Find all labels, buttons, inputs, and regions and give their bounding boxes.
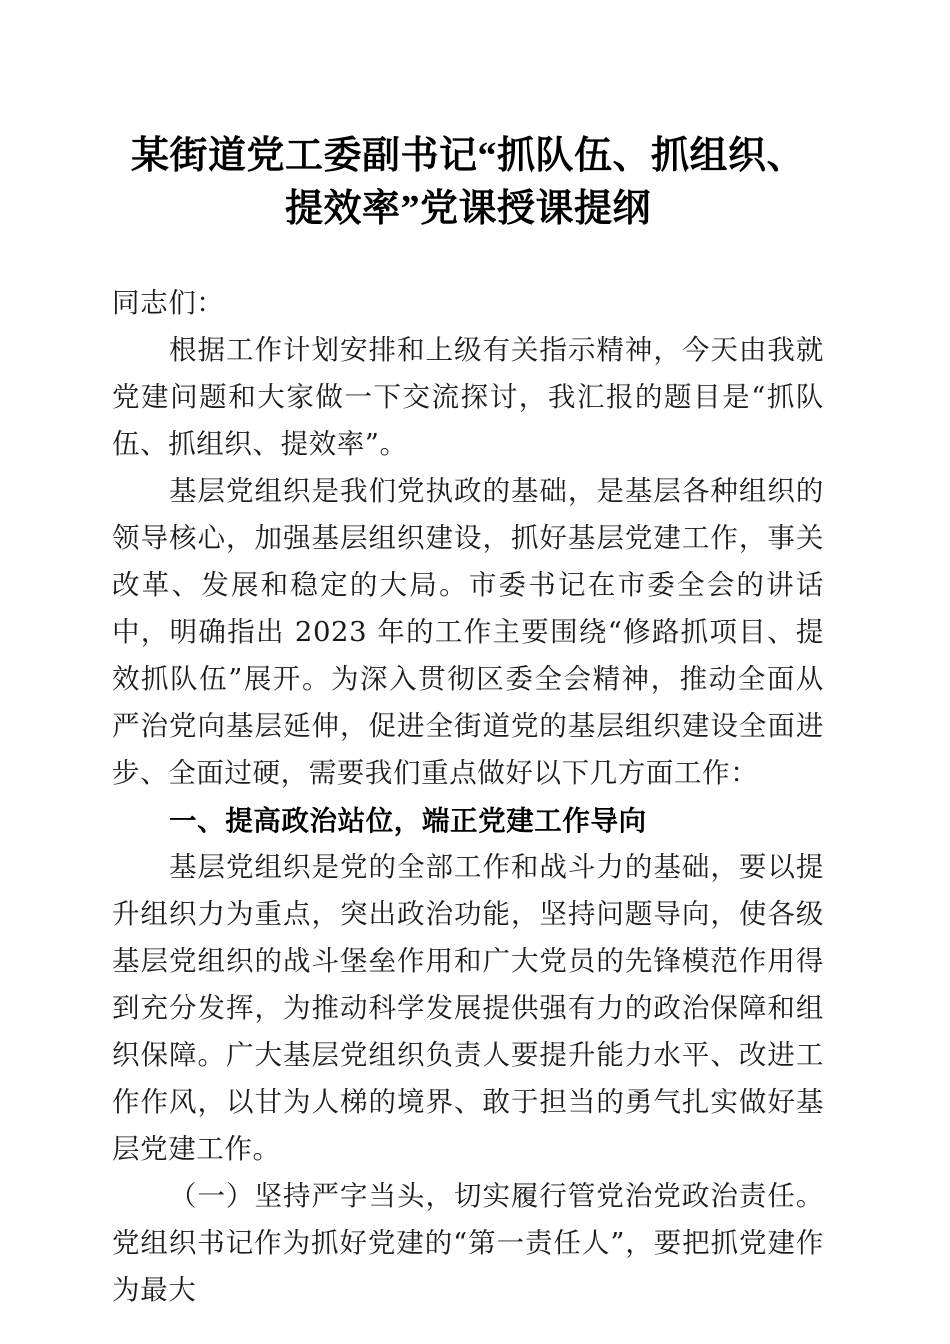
section-heading-one: 一、提高政治站位，端正党建工作导向	[169, 805, 647, 836]
paragraph-subsection-one: （一）坚持严字当头，切实履行管党治党政治责任。党组织书记作为抓好党建的“第一责任人”，要把抓党建作为最大	[112, 1180, 824, 1306]
paragraph-intro: 根据工作计划安排和上级有关指示精神，今天由我就党建问题和大家做一下交流探讨，我汇报的题目是“抓队伍、抓组织、提效率”。	[112, 334, 824, 460]
paragraph-background: 基层党组织是我们党执政的基础，是基层各种组织的领导核心，加强基层组织建设，抓好基层党建工作，事关改革、发展和稳定的大局。市委书记在市委全会的讲话中，明确指出 2023 年的工作主要围绕“修路抓项目、提效抓队伍”展开。为深入贯彻区委全会精神，推动全面从严治党向基层延伸，促进全街道党的基层组织建设全面进步、全面过硬，需要我们重点做好以下几方面工作：	[112, 475, 824, 789]
paragraph-section-one-body: 基层党组织是党的全部工作和战斗力的基础，要以提升组织力为重点，突出政治功能，坚持问题导向，使各级基层党组织的战斗堡垒作用和广大党员的先锋模范作用得到充分发挥，为推动科学发展提供强有力的政治保障和组织保障。广大基层党组织负责人要提升能力水平、改进工作作风，以甘为人梯的境界、敢于担当的勇气扎实做好基层党建工作。	[112, 851, 824, 1165]
document-content-column	[112, 0, 824, 1314]
salutation-line: 同志们：	[112, 287, 225, 319]
document-title: 某街道党工委副书记“抓队伍、抓组织、提效率”党课授课提纲	[130, 135, 805, 230]
title-spacer	[112, 236, 824, 280]
